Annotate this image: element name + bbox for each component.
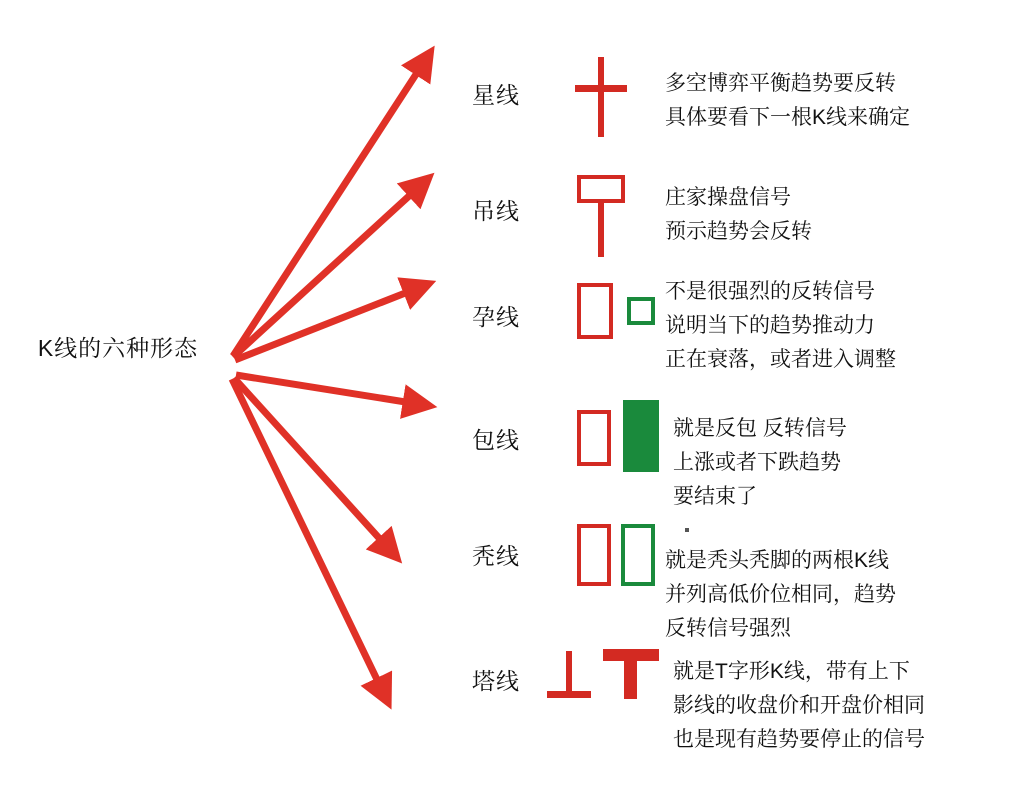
desc-line: 不是很强烈的反转信号	[665, 280, 875, 303]
candle-body-red	[577, 283, 613, 339]
pattern-name: 塔线	[472, 668, 520, 694]
pattern-description	[665, 181, 1024, 249]
desc-line: 就是T字形K线，带有上下	[673, 660, 910, 683]
candle-glyph-hanging-man-red	[535, 175, 665, 275]
t-shape-left-base	[547, 691, 591, 698]
pattern-description	[673, 655, 1024, 757]
desc-line: 说明当下的趋势推动力	[665, 314, 875, 337]
t-shape-right-stem	[624, 649, 637, 699]
desc-line: 并列高低价位相同，趋势	[665, 583, 896, 606]
arrow-to-engulfing	[236, 375, 418, 404]
desc-line: 就是反包 反转信号	[673, 417, 847, 440]
pattern-name: 包线	[472, 427, 520, 453]
pattern-name: 吊线	[472, 198, 520, 224]
pattern-description	[665, 67, 1024, 135]
desc-line: 庄家操盘信号	[665, 186, 791, 209]
pattern-name: 星线	[472, 82, 520, 108]
pattern-description	[665, 544, 1024, 646]
desc-line: 具体要看下一根K线来确定	[665, 106, 911, 129]
pattern-name: 孕线	[472, 304, 520, 330]
candle-glyph-t-shape-pair	[535, 645, 665, 745]
candle-body-green	[623, 400, 659, 472]
candle-body-green	[627, 297, 655, 325]
t-shape-left-stem	[566, 651, 572, 695]
desc-line: 正在衰落，或者进入调整	[665, 348, 896, 371]
pattern-description	[665, 275, 1024, 377]
root-label: K线的六种形态	[37, 335, 199, 361]
desc-line: 要结束了	[673, 485, 757, 508]
candle-glyph-harami	[535, 275, 665, 375]
desc-line: 影线的收盘价和开盘价相同	[673, 694, 925, 717]
arrow-to-harami	[235, 288, 418, 360]
candle-body-red	[577, 524, 611, 586]
candle-glyph-doji-cross-red	[535, 55, 665, 155]
arrow-to-tower	[232, 379, 383, 692]
desc-line: 预示趋势会反转	[665, 220, 812, 243]
pattern-name: 秃线	[472, 543, 520, 569]
candle-glyph-marubozu-pair	[535, 520, 665, 620]
desc-line: 反转信号强烈	[665, 617, 791, 640]
desc-line: 多空博弈平衡趋势要反转	[665, 72, 896, 95]
arrow-to-hanging	[233, 186, 420, 357]
arrow-to-star	[233, 62, 424, 356]
candle-glyph-engulfing	[535, 400, 665, 500]
candle-body-red	[577, 410, 611, 466]
candle-body-green	[621, 524, 655, 586]
desc-line: 就是秃头秃脚的两根K线	[665, 549, 890, 572]
desc-line: 上涨或者下跌趋势	[673, 451, 841, 474]
desc-line: 也是现有趋势要停止的信号	[673, 728, 925, 751]
pattern-description	[673, 412, 1024, 514]
arrow-to-marubozu	[234, 378, 389, 549]
dot-mark-icon	[685, 528, 689, 532]
